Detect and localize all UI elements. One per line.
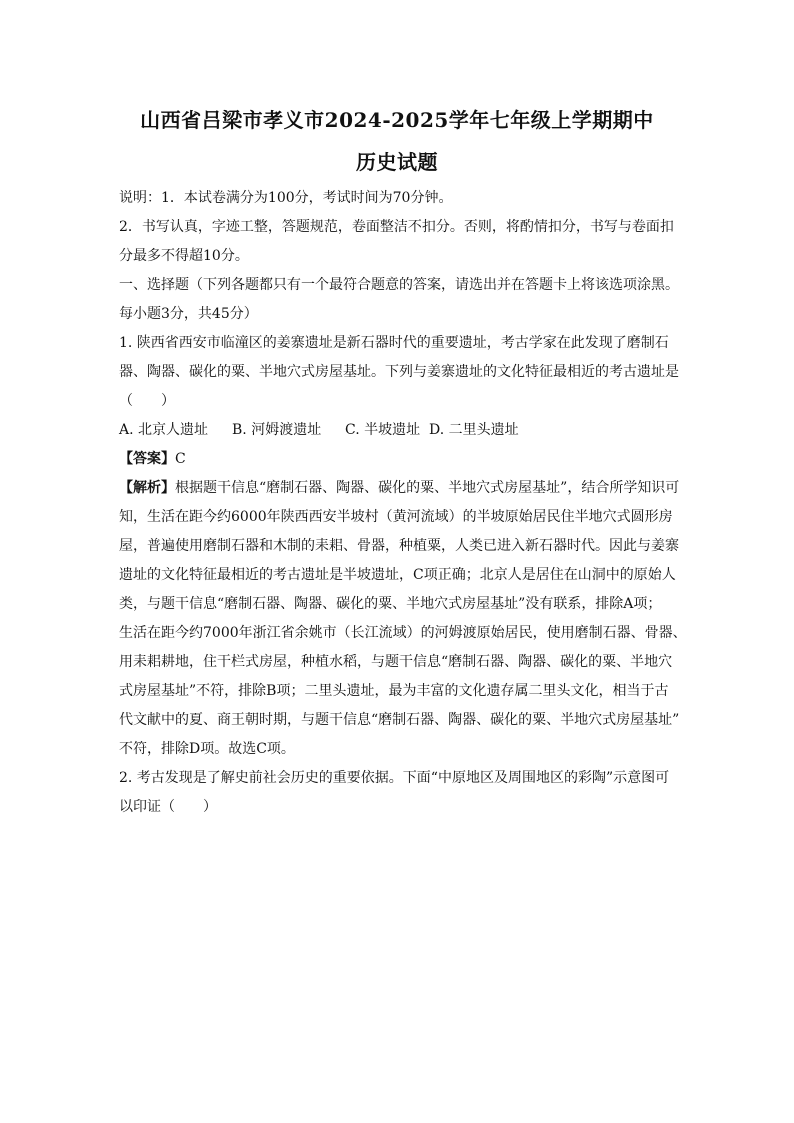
analysis-line: 屋，普遍使用磨制石器和木制的耒耜、骨器，种植粟，人类已进入新石器时代。因此与姜寨 (119, 538, 679, 554)
analysis-text: 根据题干信息“磨制石器、陶器、碳化的粟、半地穴式房屋基址”，结合所学知识可 (175, 480, 680, 496)
question-2-stem: 2. 考古发现是了解史前社会历史的重要依据。下面“中原地区及周围地区的彩陶”示意图可 (119, 770, 670, 786)
option-b: B. 河姆渡遗址 (232, 422, 322, 438)
analysis-label: 【解析】 (119, 480, 175, 496)
option-a: A. 北京人遗址 (119, 422, 209, 438)
analysis-line: 代文献中的夏、商王朝时期，与题干信息“磨制石器、陶器、碳化的粟、半地穴式房屋基址” (119, 712, 680, 728)
question-2-stem: 以印证（ ） (119, 799, 217, 815)
analysis-line: 遗址的文化特征最相近的考古遗址是半坡遗址，C项正确；北京人是居住在山洞中的原始人 (119, 567, 676, 583)
analysis-line: 知，生活在距今约6000年陕西西安半坡村（黄河流域）的半坡原始居民住半地穴式圆形房 (119, 509, 673, 525)
analysis-line: 类，与题干信息“磨制石器、陶器、碳化的粟、半地穴式房屋基址”没有联系，排除A项； (119, 596, 662, 612)
answer-label: 【答案】 (119, 451, 175, 467)
answer-line (119, 445, 679, 474)
answer-value: C (175, 451, 186, 467)
question-1-stem: 1. 陕西省西安市临潼区的姜寨遗址是新石器时代的重要遗址，考古学家在此发现了磨制石 (119, 335, 669, 351)
analysis-line: 用耒耜耕地，住干栏式房屋，种植水稻，与题干信息“磨制石器、陶器、碳化的粟、半地穴 (119, 654, 673, 670)
option-d: D. 二里头遗址 (429, 422, 519, 438)
instructions-line: 2．书写认真，字迹工整，答题规范，卷面整洁不扣分。否则，将酌情扣分，书写与卷面扣 (119, 219, 674, 235)
analysis-line: 式房屋基址”不符，排除B项；二里头遗址，最为丰富的文化遗存属二里头文化，相当于古 (119, 683, 669, 699)
option-c: C. 半坡遗址 (345, 422, 421, 438)
exam-title: 山西省吕梁市孝义市2024-2025学年七年级上学期期中 (140, 108, 654, 132)
analysis-line (119, 474, 679, 503)
section-heading: 每小题3分，共45分） (119, 306, 258, 322)
question-1-stem: （ ） (119, 393, 175, 409)
analysis-line: 生活在距今约7000年浙江省余姚市（长江流域）的河姆渡原始居民，使用磨制石器、骨器、 (119, 625, 687, 641)
instructions-line: 说明：1．本试卷满分为100分，考试时间为70分钟。 (119, 190, 453, 206)
exam-subject-title: 历史试题 (356, 150, 438, 174)
question-1-options (119, 416, 679, 445)
instructions-line: 分最多不得超10分。 (119, 248, 249, 264)
analysis-line: 不符，排除D项。故选C项。 (119, 741, 295, 757)
exam-content (119, 184, 687, 822)
question-1-stem: 器、陶器、碳化的粟、半地穴式房屋基址。下列与姜寨遗址的文化特征最相近的考古遗址是 (119, 364, 679, 380)
section-heading: 一、选择题（下列各题都只有一个最符合题意的答案，请选出并在答题卡上将该选项涂黑。 (119, 277, 679, 293)
